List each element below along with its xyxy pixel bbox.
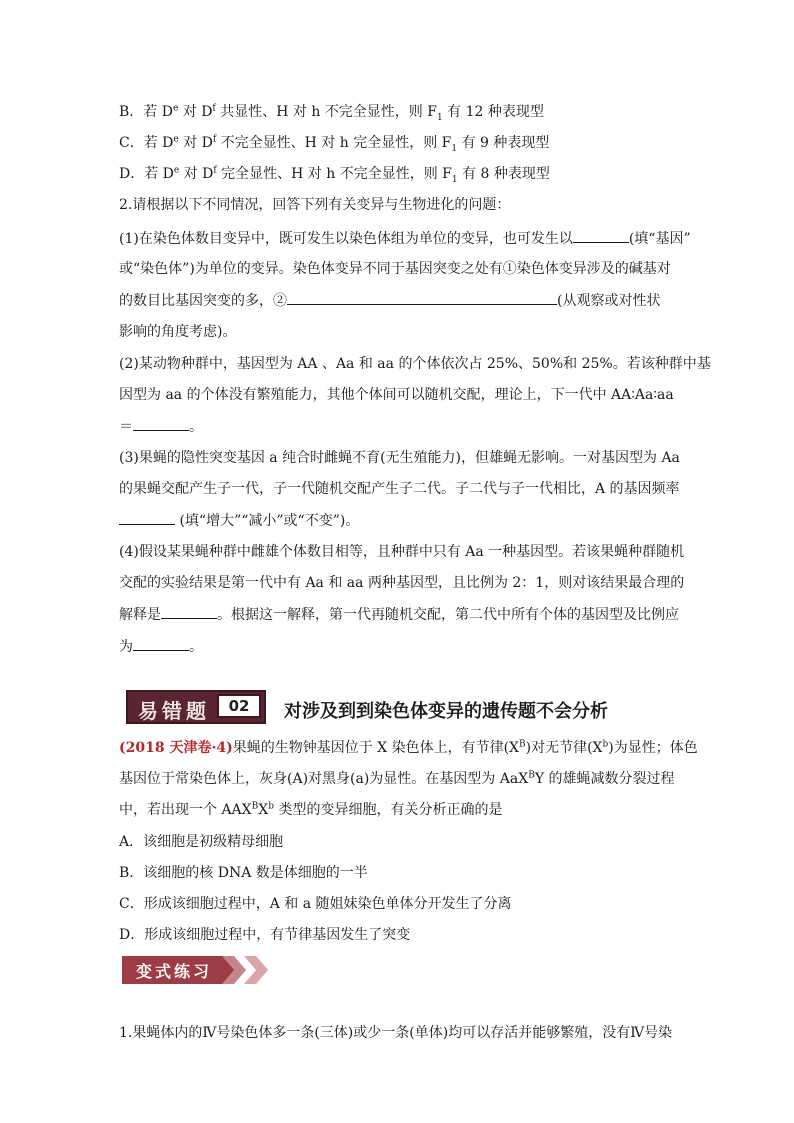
q2-part4-line2: 交配的实验结果是第一代中有 Aa 和 aa 两种基因型，且比例为 2：1，则对该结果最合理的	[119, 575, 685, 591]
q2-part4-text: 。根据这一解释，第一代再随机交配，第二代中所有个体的基因型及比例应	[217, 607, 679, 623]
q2-part1-text: (填“基因”	[628, 231, 691, 247]
question-source: (2018 天津卷·4)	[119, 740, 233, 756]
q2-part4-text: 。	[189, 639, 203, 655]
variant-q1-line1: 1.果蝇体内的Ⅳ号染色体多一条(三体)或少一条(单体)均可以存活并能够繁殖，没有Ⅳ号染	[119, 1025, 673, 1041]
answer-blank[interactable]	[573, 228, 629, 243]
error-prone-badge	[126, 690, 266, 724]
q3-line1	[119, 738, 698, 758]
answer-blank[interactable]	[133, 636, 189, 651]
q2-part1-line1	[119, 228, 691, 249]
q3-text: 果蝇的生物钟基因位于 X 染色体上，有节律$(X^B)$对无节律$(X^b)$为显性；体色	[232, 739, 698, 756]
q2-part4-line4	[119, 636, 203, 657]
q2-part1-text: (1)在染色体数目变异中，既可发生以染色体组为单位的变异，也可发生以	[119, 231, 573, 247]
section-title: 对涉及到到染色体变异的遗传题不会分析	[284, 701, 608, 722]
answer-blank[interactable]	[161, 604, 217, 619]
q2-part4-line3	[119, 604, 679, 625]
option-b-prev: B．若 De 对 $D^f$ 共显性、H 对 h 不完全显性，则 $F_1$ 有 12 种表现型	[119, 103, 544, 123]
answer-blank[interactable]	[119, 510, 175, 525]
q2-part1-line4: 影响的角度考虑)。	[119, 324, 237, 340]
q2-part2-line3	[119, 416, 203, 437]
q3-option-c: C．形成该细胞过程中，A 和 a 随姐妹染色单体分开发生了分离	[119, 896, 512, 912]
q2-part1-text: (从观察或对性状	[557, 293, 661, 309]
answer-blank[interactable]	[133, 416, 189, 431]
option-c-prev: C．若 De 对 $D^f$ 不完全显性、H 对 h 完全显性，则 $F_1$ 有 9 种表现型	[119, 134, 550, 154]
variant-practice-tag	[122, 952, 272, 988]
q3-line2: 基因位于常染色体上，灰身(A)对黑身(a)为显性。在基因型为 AaX$^B$Y 的雄蝇减数分裂过程	[119, 770, 675, 787]
q2-part2-line2: 因型为 aa 的个体没有繁殖能力，其他个体间可以随机交配，理论上，下一代中 AA∶Aa∶aa	[119, 387, 674, 403]
option-d-prev: D．若 De 对 $D^f$ 完全显性、H 对 h 不完全显性，则 $F_1$ 有 8 种表现型	[119, 165, 550, 185]
q2-part2-line1: (2)某动物种群中，基因型为 AA 、Aa 和 aa 的个体依次占 25%、50%和 25%。若该种群中基	[119, 356, 711, 372]
tag-label: 变式练习	[136, 962, 213, 981]
q2-part3-text: (填“增大”“减小”或“不变”)。	[175, 513, 360, 529]
answer-blank[interactable]	[287, 290, 557, 305]
q2-part3-line2: 的果蝇交配产生子一代，子一代随机交配产生子二代。子二代与子一代相比，A 的基因频率	[119, 481, 680, 497]
q2-part1-line2: 或“染色体”)为单位的变异。染色体变异不同于基因突变之处有①染色体变异涉及的碱基对	[119, 261, 671, 277]
q2-part2-text: ＝	[119, 419, 133, 435]
q3-option-a: A．该细胞是初级精母细胞	[119, 834, 284, 850]
q2-part4-line1: (4)假设某果蝇种群中雌雄个体数目相等，且种群中只有 Aa 一种基因型。若该果蝇种群随机	[119, 544, 685, 560]
q2-part3-line3	[119, 510, 359, 531]
q3-option-b: B．该细胞的核 DNA 数是体细胞的一半	[119, 865, 368, 881]
badge-label: 易错题	[138, 699, 210, 723]
q3-line3: 中，若出现一个 $AAX^BX^b$ 类型的变异细胞，有关分析正确的是	[119, 801, 503, 818]
q3-option-d: D．形成该细胞过程中，有节律基因发生了突变	[119, 927, 411, 943]
q2-part1-line3	[119, 290, 660, 311]
q2-part2-text: 。	[189, 419, 203, 435]
question-2-intro: 2.请根据以下不同情况，回答下列有关变异与生物进化的问题：	[119, 197, 511, 213]
q2-part3-line1: (3)果蝇的隐性突变基因 a 纯合时雌蝇不育(无生殖能力)，但雄蝇无影响。一对基因型为 Aa	[119, 450, 680, 466]
q2-part4-text: 解释是	[119, 607, 161, 623]
q2-part1-text: 的数目比基因突变的多，②	[119, 293, 287, 309]
badge-number: 02	[217, 694, 261, 718]
q2-part4-text: 为	[119, 639, 133, 655]
